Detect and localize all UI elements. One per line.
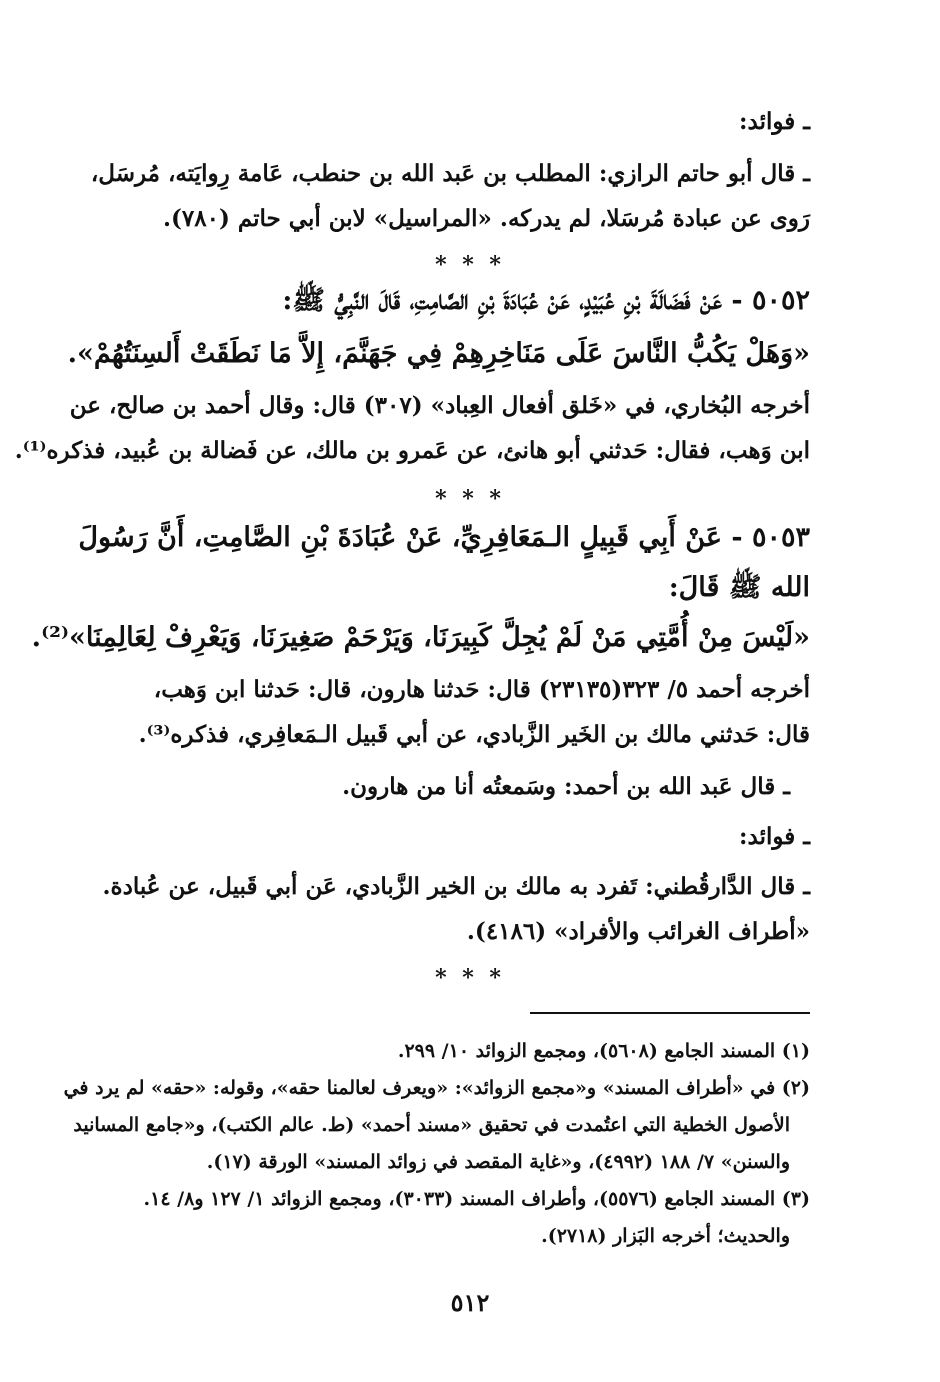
footnote-line: والسنن» ٧/ ١٨٨ (٤٩٩٢)، و«غاية المقصد في زوائد المسند» الورقة (١٧). (206, 1151, 790, 1173)
footnote-line: (١) المسند الجامع (٥٦٠٨)، ومجمع الزوائد ١٠/ ٢٩٩. (397, 1040, 810, 1062)
section-separator: * * * (435, 486, 505, 512)
note-line: ـ قال عَبد الله بن أحمد: وسَمعتُه أنا من هارون. (342, 773, 790, 800)
paragraph-line: ـ قال أبو حاتم الرازي: المطلب بن عَبد الله بن حنطب، عَامة رِوايَته، مُرسَل، (90, 160, 810, 187)
hadith-text-line: الله ﷺ قَالَ: (668, 572, 810, 603)
takhrij-line: أخرجه أحمد ٥/ ٣٢٣(٢٣١٣٥) قال: حَدثنا هارون، قال: حَدثنا ابن وَهب، (153, 676, 810, 703)
fawaid-heading: ـ فوائد: (739, 823, 810, 850)
takhrij-line: قال: حَدثني مالك بن الخَير الزَّبادي، عن أبي قَبيل الـمَعافِري، فذكره⁽³⁾. (138, 721, 810, 748)
paragraph-line: ـ قال الدَّارقُطني: تَفرد به مالك بن الخير الزَّبادي، عَن أبي قَبيل، عن عُبادة. (102, 873, 810, 900)
section-separator: * * * (435, 252, 505, 278)
hadith-text-line: ٥٠٥٣ - عَنْ أَبِي قَبِيلٍ الـمَعَافِرِيِّ، عَنْ عُبَادَةَ بْنِ الصَّامِتِ، أَنَّ رَسُولَ (78, 522, 810, 553)
footnote-line: (٢) في «أطراف المسند» و«مجمع الزوائد»: «ويعرف لعالمنا حقه»، وقوله: «حقه» لم يرد في (63, 1077, 810, 1099)
takhrij-line: ابن وَهب، فقال: حَدثني أبو هانئ، عن عَمرو بن مالك، عن فَضالة بن عُبيد، فذكره⁽¹⁾. (14, 437, 810, 464)
hadith-text-line: «وَهَلْ يَكُبُّ النَّاسَ عَلَى مَنَاخِرِهِمْ فِي جَهَنَّمَ، إِلاَّ مَا نَطَقَتْ أَلسِنَتُهُمْ». (67, 338, 810, 369)
fawaid-heading: ـ فوائد: (739, 108, 810, 135)
footnote-line: الأصول الخطية التي اعتُمدت في تحقيق «مسند أحمد» (ط. عالم الكتب)، و«جامع المسانيد (73, 1114, 790, 1136)
footnote-divider (530, 1012, 810, 1014)
paragraph-line: «أطراف الغرائب والأفراد» (٤١٨٦). (466, 918, 810, 945)
page-number: ٥١٢ (450, 1288, 490, 1317)
footnote-line: والحديث؛ أخرجه البَزار (٢٧١٨). (541, 1225, 790, 1247)
section-separator: * * * (435, 965, 505, 991)
hadith-text-line: ٥٠٥٢ - عَنْ فَضَالَةَ بْنِ عُبَيْدٍ، عَنْ عُبَادَةَ بْنِ الصَّامِتِ، قَالَ النَّبِيُّ ﷺ: (282, 285, 810, 316)
takhrij-line: أخرجه البُخاري، في «خَلق أفعال العِباد» (٣٠٧) قال: وقال أحمد بن صالح، عن (69, 392, 810, 419)
paragraph-line: رَوى عن عبادة مُرسَلا، لم يدركه. «المراسيل» لابن أبي حاتم (٧٨٠). (162, 205, 810, 232)
hadith-text-line: «لَيْسَ مِنْ أُمَّتِي مَنْ لَمْ يُجِلَّ كَبِيرَنَا، وَيَرْحَمْ صَغِيرَنَا، وَيَعْرِفْ لِعَالِمِنَا»⁽²⁾. (31, 622, 810, 653)
footnote-line: (٣) المسند الجامع (٥٥٧٦)، وأطراف المسند (٣٠٣٣)، ومجمع الزوائد ١/ ١٢٧ و٨/ ١٤. (143, 1188, 810, 1210)
